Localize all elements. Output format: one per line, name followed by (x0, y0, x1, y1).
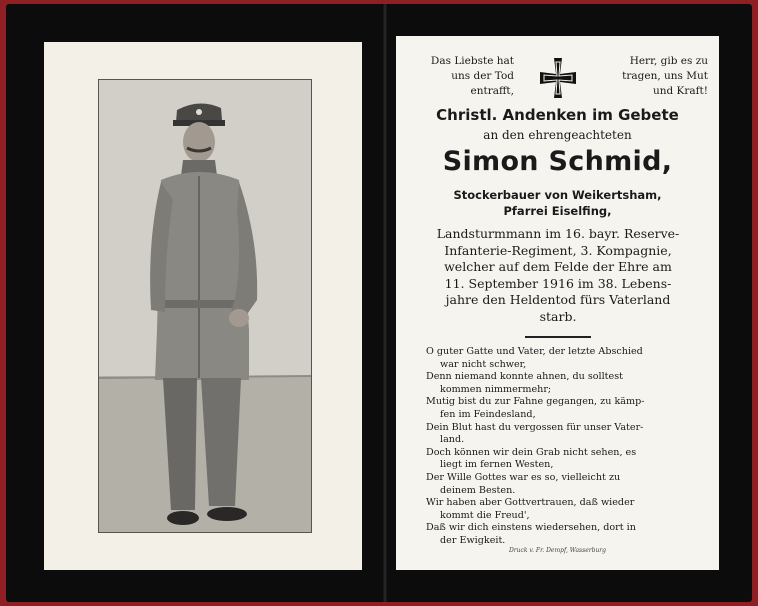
motto-left-line: Das Liebste hat (430, 55, 514, 67)
motto-left (406, 54, 514, 99)
poem (426, 346, 692, 548)
motto-right-line: tragen, uns Mut (622, 70, 708, 82)
description (424, 226, 692, 325)
poem-line: kommt die Freud', (440, 509, 530, 521)
card-fold (382, 4, 388, 602)
description-line: starb. (539, 308, 577, 324)
photo-panel (44, 42, 362, 570)
text-panel (396, 36, 719, 570)
poem-line: deinem Besten. (440, 484, 516, 496)
poem-line: liegt im fernen Westen, (440, 459, 554, 471)
motto-right (592, 54, 708, 99)
card-subtitle: an den ehrengeachteten (483, 128, 632, 142)
motto-left-line: entrafft, (470, 85, 514, 97)
poem-line: O guter Gatte und Vater, der letzte Abschied (426, 346, 643, 357)
memorial-card (6, 4, 752, 602)
description-line: 11. September 1916 im 38. Lebens- (444, 275, 672, 291)
poem-line: land. (440, 434, 465, 446)
deceased-name: Simon Schmid, (442, 146, 673, 177)
parish: Pfarrei Eiselfing, (503, 204, 612, 218)
poem-line: Doch können wir dein Grab nicht sehen, es (426, 446, 637, 458)
divider (525, 336, 591, 338)
description-line: Landsturmmann im 16. bayr. Reserve- (436, 226, 680, 241)
description-line: welcher auf dem Felde der Ehre am (444, 259, 672, 274)
card-title: Christl. Andenken im Gebete (436, 106, 679, 124)
poem-line: fen im Feindesland, (440, 408, 536, 420)
poem-line: Daß wir dich einstens wiedersehen, dort in (426, 522, 636, 534)
poem-line: Dein Blut hast du vergossen für unser Vater- (426, 421, 644, 433)
poem-line: der Ewigkeit. (440, 534, 506, 546)
poem-line: war nicht schwer, (440, 358, 527, 370)
poem-line: Denn niemand konnte ahnen, du solltest (426, 371, 623, 383)
motto-left-line: uns der Tod (451, 70, 514, 82)
description-line: jahre den Heldentod fürs Vaterland (445, 292, 671, 307)
poem-line: Wir haben aber Gottvertrauen, daß wieder (426, 497, 635, 509)
soldier-figure (99, 80, 311, 532)
description-line: Infanterie-Regiment, 3. Kompagnie, (444, 242, 672, 258)
printer-credit: Druck v. Fr. Dempf, Wasserburg (508, 547, 607, 554)
poem-line: Der Wille Gottes war es so, vielleicht zu (426, 471, 621, 483)
soldier-photo (98, 79, 312, 533)
motto-right-line: Herr, gib es zu (629, 55, 708, 67)
poem-line: kommen nimmermehr; (440, 383, 552, 395)
poem-line: Mutig bist du zur Fahne gegangen, zu kämp- (426, 396, 645, 408)
occupation: Stockerbauer von Weikertsham, (453, 188, 662, 202)
motto-right-line: und Kraft! (652, 85, 708, 97)
iron-cross-icon (536, 56, 580, 100)
